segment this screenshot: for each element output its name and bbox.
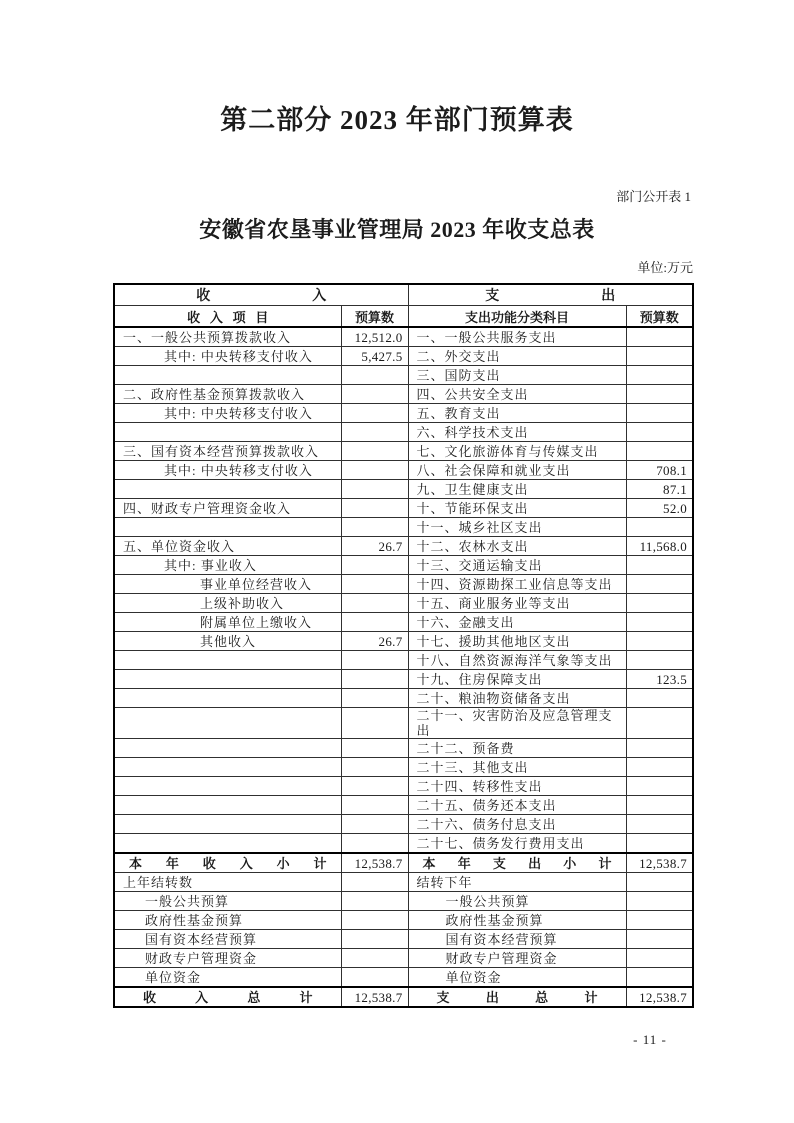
table-row <box>114 366 693 385</box>
table-row <box>114 613 693 632</box>
income-item-cell <box>114 758 341 777</box>
expense-item-cell: 三、国防支出 <box>408 366 626 385</box>
income-budget-cell <box>341 366 408 385</box>
income-budget-cell <box>341 594 408 613</box>
expense-budget-cell <box>626 632 693 651</box>
income-items-column-header: 收 入 项 目 <box>114 306 341 328</box>
income-budget-cell: 26.7 <box>341 632 408 651</box>
income-item-cell <box>114 670 341 689</box>
income-item-cell: 其他收入 <box>114 632 341 651</box>
income-budget-cell <box>341 739 408 758</box>
table-row <box>114 594 693 613</box>
expense-item-cell: 二、外交支出 <box>408 347 626 366</box>
income-budget-cell <box>341 670 408 689</box>
expense-budget-cell <box>626 442 693 461</box>
expense-budget-cell <box>626 689 693 708</box>
income-budget-cell <box>341 689 408 708</box>
expense-budget-cell <box>626 385 693 404</box>
income-budget-cell <box>341 892 408 911</box>
table-row <box>114 689 693 708</box>
expense-item-cell: 二十三、其他支出 <box>408 758 626 777</box>
income-item-cell: 一、一般公共预算拨款收入 <box>114 327 341 347</box>
column-header-row <box>114 306 693 328</box>
table-row <box>114 708 693 739</box>
income-budget-cell <box>341 613 408 632</box>
table-row <box>114 480 693 499</box>
budget-table <box>113 283 694 1008</box>
table-row <box>114 892 693 911</box>
expense-budget-cell: 123.5 <box>626 670 693 689</box>
expense-item-cell: 十七、援助其他地区支出 <box>408 632 626 651</box>
table-row <box>114 968 693 988</box>
income-item-cell <box>114 796 341 815</box>
income-item-cell <box>114 518 341 537</box>
income-budget-cell <box>341 575 408 594</box>
income-item-cell: 上年结转数 <box>114 873 341 892</box>
expense-budget-cell <box>626 708 693 739</box>
income-item-cell <box>114 689 341 708</box>
expense-item-cell: 国有资本经营预算 <box>408 930 626 949</box>
income-budget-cell <box>341 518 408 537</box>
expense-item-cell: 财政专户管理资金 <box>408 949 626 968</box>
expense-item-cell: 八、社会保障和就业支出 <box>408 461 626 480</box>
income-budget-cell <box>341 651 408 670</box>
expense-item-cell: 单位资金 <box>408 968 626 988</box>
table-row <box>114 873 693 892</box>
expense-item-cell: 二十一、灾害防治及应急管理支出 <box>408 708 626 739</box>
expense-item-cell: 十、节能环保支出 <box>408 499 626 518</box>
table-row <box>114 556 693 575</box>
income-budget-cell: 12,538.7 <box>341 853 408 873</box>
table-row <box>114 651 693 670</box>
subtotal-row <box>114 853 693 873</box>
expense-budget-cell <box>626 815 693 834</box>
expense-budget-cell <box>626 366 693 385</box>
expense-item-cell: 十二、农林水支出 <box>408 537 626 556</box>
expense-section-header <box>408 284 693 306</box>
expense-budget-cell <box>626 834 693 854</box>
income-budget-cell: 12,538.7 <box>341 987 408 1007</box>
income-budget-cell: 12,512.0 <box>341 327 408 347</box>
table-row <box>114 461 693 480</box>
expense-item-cell: 十九、住房保障支出 <box>408 670 626 689</box>
income-budget-cell <box>341 796 408 815</box>
table-row <box>114 347 693 366</box>
expense-budget-cell <box>626 873 693 892</box>
income-budget-cell <box>341 480 408 499</box>
expense-budget-cell: 11,568.0 <box>626 537 693 556</box>
table-row <box>114 796 693 815</box>
income-budget-cell <box>341 708 408 739</box>
expense-section-char-1: 支 <box>485 289 500 304</box>
table-label: 部门公开表 1 <box>616 189 691 204</box>
income-budget-cell <box>341 758 408 777</box>
expense-budget-cell <box>626 651 693 670</box>
table-row <box>114 834 693 854</box>
income-budget-cell <box>341 968 408 988</box>
income-item-cell: 附属单位上缴收入 <box>114 613 341 632</box>
income-item-cell <box>114 423 341 442</box>
expense-item-cell: 五、教育支出 <box>408 404 626 423</box>
expense-item-cell: 支出总计 <box>408 987 626 1007</box>
income-item-cell <box>114 708 341 739</box>
income-budget-cell: 26.7 <box>341 537 408 556</box>
table-row <box>114 632 693 651</box>
unit-label: 单位:万元 <box>637 260 693 275</box>
expense-budget-cell: 708.1 <box>626 461 693 480</box>
table-row <box>114 385 693 404</box>
income-item-cell: 事业单位经营收入 <box>114 575 341 594</box>
expense-item-cell: 二十五、债务还本支出 <box>408 796 626 815</box>
expense-budget-cell <box>626 968 693 988</box>
table-row <box>114 949 693 968</box>
expense-item-cell: 二十二、预备费 <box>408 739 626 758</box>
income-item-cell: 收入总计 <box>114 987 341 1007</box>
expense-budget-cell <box>626 892 693 911</box>
expense-budget-cell <box>626 575 693 594</box>
expense-budget-cell <box>626 796 693 815</box>
expense-budget-cell: 12,538.7 <box>626 853 693 873</box>
expense-item-cell: 十五、商业服务业等支出 <box>408 594 626 613</box>
expense-item-cell: 二十七、债务发行费用支出 <box>408 834 626 854</box>
expense-item-cell: 四、公共安全支出 <box>408 385 626 404</box>
income-budget-cell <box>341 873 408 892</box>
table-row <box>114 911 693 930</box>
income-item-cell <box>114 480 341 499</box>
income-item-cell: 其中: 中央转移支付收入 <box>114 461 341 480</box>
income-budget-cell <box>341 461 408 480</box>
expense-budget-column-header: 预算数 <box>626 306 693 328</box>
income-budget-cell <box>341 777 408 796</box>
expense-item-cell: 九、卫生健康支出 <box>408 480 626 499</box>
expense-item-cell: 十一、城乡社区支出 <box>408 518 626 537</box>
table-row <box>114 537 693 556</box>
expense-item-cell: 本年支出小计 <box>408 853 626 873</box>
income-item-cell: 其中: 事业收入 <box>114 556 341 575</box>
income-item-cell: 财政专户管理资金 <box>114 949 341 968</box>
income-item-cell <box>114 834 341 854</box>
page-title: 第二部分 2023 年部门预算表 <box>220 105 574 135</box>
income-item-cell: 四、财政专户管理资金收入 <box>114 499 341 518</box>
income-section-header <box>114 284 408 306</box>
expense-budget-cell <box>626 758 693 777</box>
expense-item-cell: 二十六、债务付息支出 <box>408 815 626 834</box>
expense-section-char-2: 出 <box>601 289 616 304</box>
income-budget-cell <box>341 834 408 854</box>
income-section-label <box>196 285 326 305</box>
income-item-cell: 单位资金 <box>114 968 341 988</box>
expense-budget-cell <box>626 949 693 968</box>
expense-item-cell: 六、科学技术支出 <box>408 423 626 442</box>
income-item-cell <box>114 651 341 670</box>
page-number: - 11 - <box>633 1032 667 1047</box>
income-item-cell <box>114 739 341 758</box>
table-row <box>114 518 693 537</box>
income-item-cell: 三、国有资本经营预算拨款收入 <box>114 442 341 461</box>
expense-item-cell: 二十、粮油物资储备支出 <box>408 689 626 708</box>
income-item-cell: 其中: 中央转移支付收入 <box>114 347 341 366</box>
expense-budget-cell <box>626 911 693 930</box>
expense-item-cell: 一般公共预算 <box>408 892 626 911</box>
income-item-cell: 本年收入小计 <box>114 853 341 873</box>
expense-budget-cell <box>626 594 693 613</box>
expense-budget-cell <box>626 518 693 537</box>
expense-budget-cell <box>626 327 693 347</box>
table-row <box>114 327 693 347</box>
expense-items-column-header: 支出功能分类科目 <box>408 306 626 328</box>
expense-item-cell: 十六、金融支出 <box>408 613 626 632</box>
income-section-char-1: 收 <box>196 289 211 304</box>
income-item-cell <box>114 777 341 796</box>
income-budget-cell <box>341 499 408 518</box>
table-row <box>114 442 693 461</box>
expense-budget-cell <box>626 423 693 442</box>
table-row <box>114 404 693 423</box>
income-budget-cell <box>341 556 408 575</box>
income-section-char-2: 入 <box>312 289 327 304</box>
expense-budget-cell <box>626 930 693 949</box>
expense-budget-cell <box>626 777 693 796</box>
expense-budget-cell <box>626 347 693 366</box>
table-row <box>114 670 693 689</box>
table-row <box>114 930 693 949</box>
expense-budget-cell: 87.1 <box>626 480 693 499</box>
table-title: 安徽省农垦事业管理局 2023 年收支总表 <box>199 217 595 242</box>
table-row <box>114 423 693 442</box>
income-budget-cell <box>341 930 408 949</box>
expense-budget-cell <box>626 739 693 758</box>
income-item-cell: 其中: 中央转移支付收入 <box>114 404 341 423</box>
income-item-cell: 上级补助收入 <box>114 594 341 613</box>
income-budget-cell <box>341 423 408 442</box>
income-budget-cell <box>341 404 408 423</box>
total-row <box>114 987 693 1007</box>
section-header-row <box>114 284 693 306</box>
income-item-cell <box>114 366 341 385</box>
income-item-cell: 五、单位资金收入 <box>114 537 341 556</box>
table-row <box>114 758 693 777</box>
income-budget-cell <box>341 442 408 461</box>
expense-item-cell: 结转下年 <box>408 873 626 892</box>
table-row <box>114 575 693 594</box>
expense-budget-cell <box>626 613 693 632</box>
income-item-cell: 政府性基金预算 <box>114 911 341 930</box>
table-row <box>114 739 693 758</box>
income-budget-cell <box>341 911 408 930</box>
expense-budget-cell: 52.0 <box>626 499 693 518</box>
expense-item-cell: 十三、交通运输支出 <box>408 556 626 575</box>
income-item-cell: 一般公共预算 <box>114 892 341 911</box>
income-item-cell: 国有资本经营预算 <box>114 930 341 949</box>
income-budget-cell <box>341 949 408 968</box>
expense-item-cell: 十四、资源勘探工业信息等支出 <box>408 575 626 594</box>
table-row <box>114 499 693 518</box>
income-budget-cell <box>341 385 408 404</box>
table-row <box>114 815 693 834</box>
income-budget-column-header: 预算数 <box>341 306 408 328</box>
expense-item-cell: 七、文化旅游体育与传媒支出 <box>408 442 626 461</box>
expense-budget-cell <box>626 404 693 423</box>
expense-budget-cell <box>626 556 693 575</box>
table-row <box>114 777 693 796</box>
income-item-cell <box>114 815 341 834</box>
income-budget-cell: 5,427.5 <box>341 347 408 366</box>
income-budget-cell <box>341 815 408 834</box>
table-body <box>114 327 693 1007</box>
expense-section-label <box>485 285 615 305</box>
expense-item-cell: 十八、自然资源海洋气象等支出 <box>408 651 626 670</box>
expense-item-cell: 一、一般公共服务支出 <box>408 327 626 347</box>
expense-item-cell: 二十四、转移性支出 <box>408 777 626 796</box>
expense-budget-cell: 12,538.7 <box>626 987 693 1007</box>
expense-item-cell: 政府性基金预算 <box>408 911 626 930</box>
income-item-cell: 二、政府性基金预算拨款收入 <box>114 385 341 404</box>
